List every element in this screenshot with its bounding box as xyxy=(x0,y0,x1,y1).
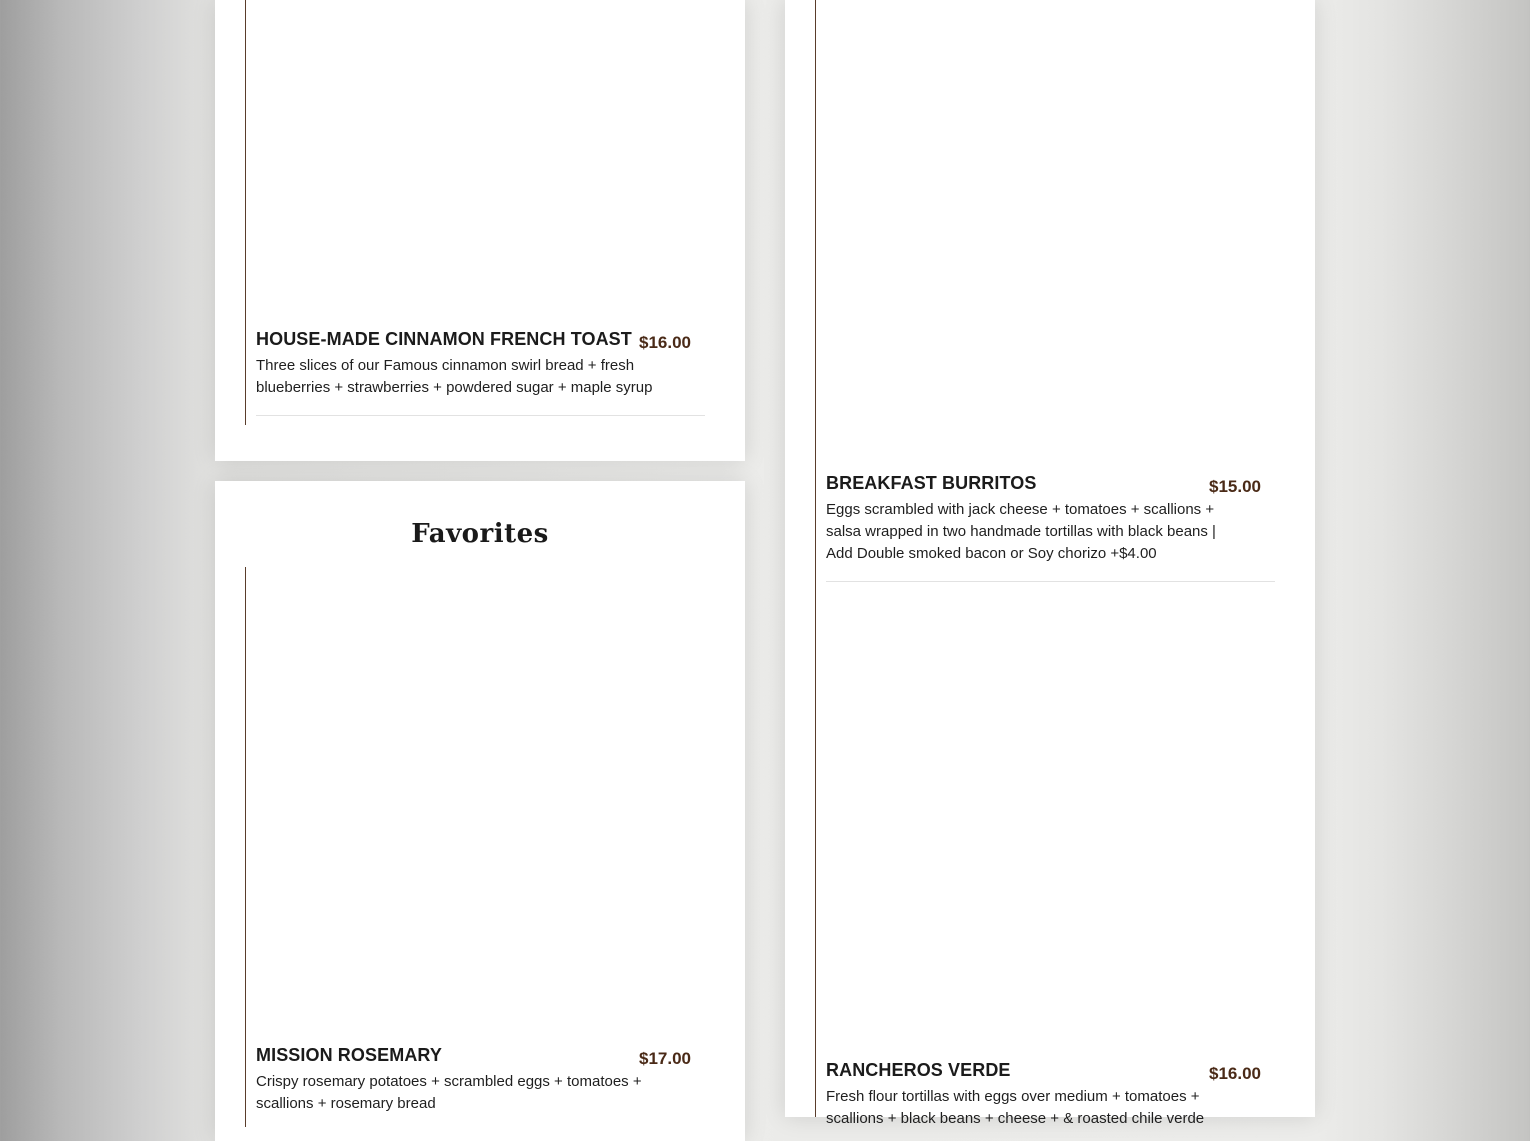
item-divider xyxy=(256,415,705,416)
item-price-rancheros-verde: $16.00 xyxy=(1209,1064,1261,1083)
item-divider xyxy=(826,581,1275,582)
item-description-breakfast-burritos: Eggs scrambled with jack cheese + tomatoes + scallions + salsa wrapped in two handmade tortillas with black beans | Add Double smoked bacon or Soy chorizo +$4.00 xyxy=(826,501,1216,562)
item-image-mission-rosemary xyxy=(256,571,705,1041)
item-image-french-toast xyxy=(256,0,705,320)
card-rule xyxy=(245,567,246,1127)
item-name-rancheros-verde[interactable]: RANCHEROS VERDE xyxy=(826,1060,1011,1080)
item-image-rancheros-verde xyxy=(826,595,1275,1050)
card-rule xyxy=(245,0,246,425)
item-description-rancheros-verde: Fresh flour tortillas with eggs over medium + tomatoes + scallions + black beans + cheese + & roasted chile verde xyxy=(826,1088,1205,1127)
item-name-french-toast[interactable]: HOUSE-MADE CINNAMON FRENCH TOAST xyxy=(256,329,632,349)
item-price-french-toast: $16.00 xyxy=(639,333,691,352)
menu-card-right xyxy=(785,0,1315,1127)
menu-card-favorites xyxy=(215,481,745,1141)
item-image-breakfast-burritos xyxy=(826,0,1275,465)
item-price-breakfast-burritos: $15.00 xyxy=(1209,477,1261,496)
item-name-breakfast-burritos[interactable]: BREAKFAST BURRITOS xyxy=(826,473,1037,493)
card-rule xyxy=(815,0,816,1117)
item-price-mission-rosemary: $17.00 xyxy=(639,1049,691,1068)
item-name-mission-rosemary[interactable]: MISSION ROSEMARY xyxy=(256,1045,442,1065)
item-description-french-toast: Three slices of our Famous cinnamon swirl bread + fresh blueberries + strawberries + powdered sugar + maple syrup xyxy=(256,357,653,396)
section-title-favorites: Favorites xyxy=(411,519,549,549)
item-description-mission-rosemary: Crispy rosemary potatoes + scrambled eggs + tomatoes + scallions + rosemary bread xyxy=(256,1073,642,1112)
menu-card-top-left xyxy=(215,0,745,461)
